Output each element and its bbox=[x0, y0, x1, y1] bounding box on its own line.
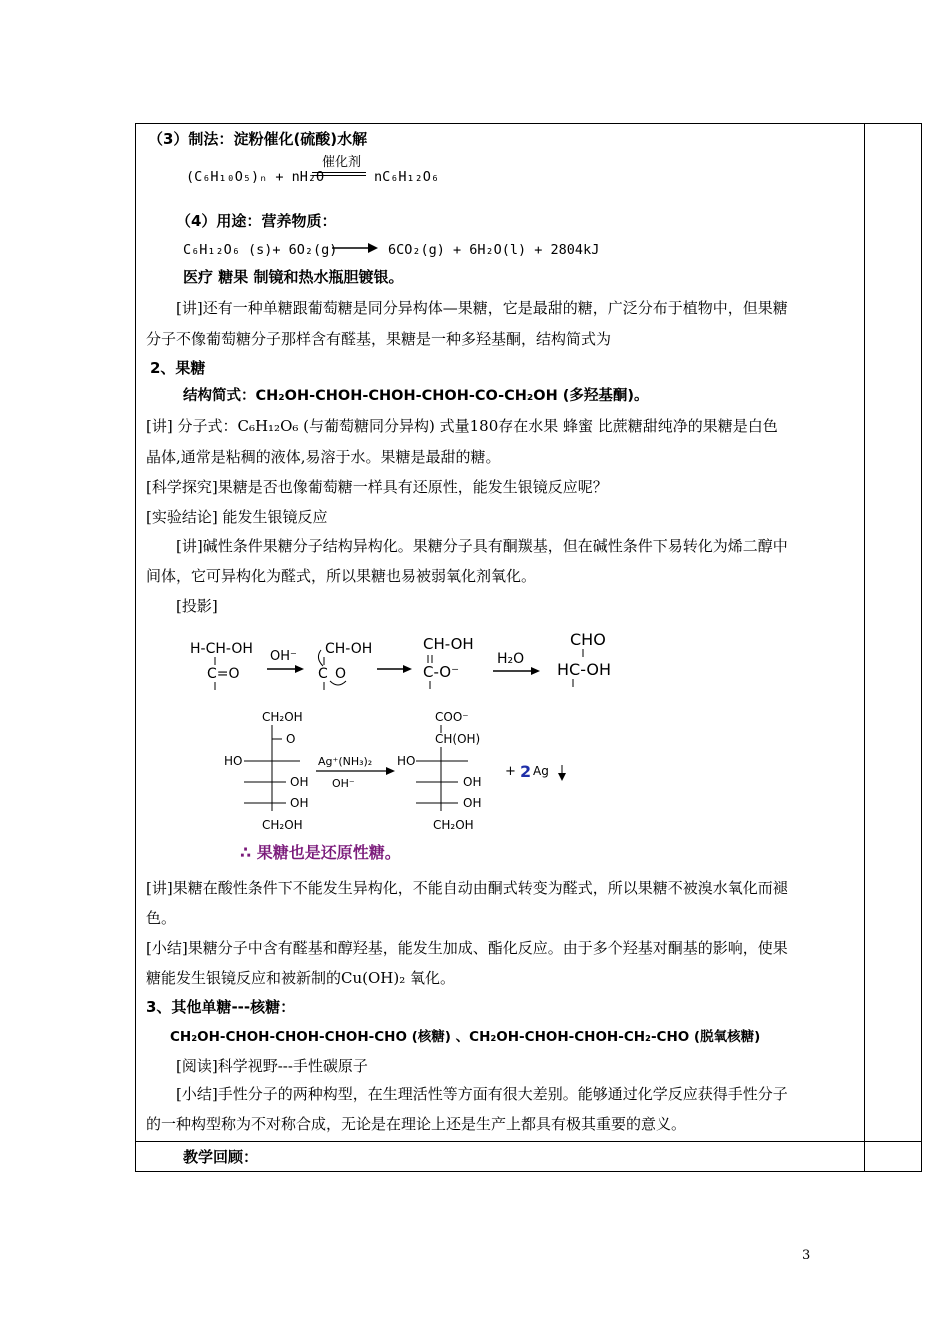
paragraph-lecture-3a: [讲]碱性条件果糖分子结构异构化。果糖分子具有酮羰基，但在碱性条件下易转化为烯二醇中 bbox=[176, 537, 788, 555]
heading-other-monosaccharides: 3、其他单糖---核糖： bbox=[146, 998, 296, 1016]
equation-oxidation-left: C₆H₁₂O₆ (s)+ 6O₂(g) bbox=[183, 242, 338, 258]
diagram-text: CH(OH) bbox=[435, 732, 481, 746]
paragraph-summary-2a: [小结]手性分子的两种构型，在生理活性等方面有很大差别。能够通过化学反应获得手性分子 bbox=[176, 1085, 788, 1103]
teaching-review-label: 教学回顾： bbox=[183, 1148, 259, 1166]
table-column-divider bbox=[864, 123, 865, 1172]
diagram-text: HC-OH bbox=[557, 660, 612, 679]
line-uses: （4）用途：营养物质： bbox=[176, 212, 337, 230]
equation-oxidation-right: 6CO₂(g) + 6H₂O(l) + 2804kJ bbox=[388, 242, 600, 258]
diagram-text: Ag⁺(NH₃)₂ bbox=[318, 755, 373, 768]
diagram-text: OH bbox=[463, 796, 482, 810]
paragraph-lecture-2b: 晶体,通常是粘稠的液体,易溶于水。果糖是最甜的糖。 bbox=[146, 448, 501, 466]
equation-hydrolysis-right: nC₆H₁₂O₆ bbox=[374, 169, 440, 185]
equals-arrow bbox=[312, 172, 366, 176]
diagram-text: H₂O bbox=[497, 651, 525, 667]
diagram-text: C=O bbox=[207, 666, 240, 682]
diagram-text: OH bbox=[290, 796, 309, 810]
diagram-text: CHO bbox=[570, 630, 606, 649]
diagram-text: OH bbox=[290, 775, 309, 789]
line-science-inquiry: [科学探究]果糖是否也像葡萄糖一样具有还原性，能发生银镜反应呢？ bbox=[146, 478, 608, 496]
paragraph-lecture-3b: 间体，它可异构化为醛式，所以果糖也易被弱氧化剂氧化。 bbox=[146, 567, 537, 585]
paragraph-lecture-4b: 色。 bbox=[146, 909, 177, 927]
diagram-text: OH⁻ bbox=[332, 777, 355, 790]
reaction-arrow bbox=[330, 241, 380, 255]
heading-fructose: 2、果糖 bbox=[150, 359, 206, 377]
diagram-text: CH₂OH bbox=[433, 818, 474, 832]
diagram-text: O bbox=[286, 732, 296, 746]
isomerization-diagram bbox=[185, 625, 645, 695]
line-reading: [阅读]科学视野---手性碳原子 bbox=[176, 1057, 368, 1075]
diagram-text: CH₂OH bbox=[262, 710, 303, 724]
paragraph-summary-2b: 的一种构型称为不对称合成，无论是在理论上还是生产上都具有极其重要的意义。 bbox=[146, 1115, 687, 1133]
paragraph-lecture-1a: [讲]还有一种单糖跟葡萄糖是同分异构体—果糖，它是最甜的糖，广泛分布于植物中，但果糖 bbox=[176, 299, 788, 317]
page-number: 3 bbox=[802, 1248, 811, 1263]
diagram-text: 2 bbox=[520, 762, 532, 781]
line-applications: 医疗 糖果 制镜和热水瓶胆镀银。 bbox=[183, 268, 404, 286]
silver-mirror-diagram bbox=[220, 703, 590, 838]
diagram-text: OH bbox=[463, 775, 482, 789]
diagram-text: OH⁻ bbox=[270, 649, 297, 664]
diagram-text: CH-OH bbox=[325, 641, 373, 657]
table-row-divider bbox=[135, 1141, 922, 1142]
diagram-text: C-O⁻ bbox=[423, 663, 460, 681]
line-projection: [投影] bbox=[176, 597, 218, 615]
equation-hydrolysis-left: (C₆H₁₀O₅)ₙ + nH₂O bbox=[186, 169, 325, 185]
diagram-text: HO bbox=[224, 754, 243, 768]
diagram-text: COO⁻ bbox=[435, 710, 469, 724]
diagram-text: Ag bbox=[533, 764, 549, 778]
conclusion-reducing-sugar: ∴ 果糖也是还原性糖。 bbox=[240, 843, 401, 862]
diagram-text: CH₂OH bbox=[262, 818, 303, 832]
line-fructose-structure: 结构简式：CH₂OH-CHOH-CHOH-CHOH-CO-CH₂OH (多羟基酮)。 bbox=[183, 388, 649, 404]
diagram-text: C bbox=[318, 666, 328, 682]
paragraph-lecture-1b: 分子不像葡萄糖分子那样含有醛基，果糖是一种多羟基酮，结构简式为 bbox=[146, 330, 612, 348]
paragraph-summary-1a: [小结]果糖分子中含有醛基和醇羟基，能发生加成、酯化反应。由于多个羟基对酮基的影响，使果 bbox=[146, 939, 788, 957]
line-ribose-structures: CH₂OH-CHOH-CHOH-CHOH-CHO (核糖) 、CH₂OH-CHOH-CHOH-CH₂-CHO (脱氧核糖) bbox=[170, 1029, 761, 1045]
paragraph-summary-1b: 糖能发生银镜反应和被新制的Cu(OH)₂ 氧化。 bbox=[146, 969, 456, 987]
line-experiment-conclusion: [实验结论] 能发生银镜反应 bbox=[146, 508, 328, 526]
diagram-text: CH-OH bbox=[423, 635, 474, 653]
paragraph-lecture-2a: [讲] 分子式：C₆H₁₂O₆ (与葡萄糖同分异构) 式量180存在水果 蜂蜜 比蔗糖甜纯净的果糖是白色 bbox=[146, 417, 778, 435]
line-preparation: （3）制法：淀粉催化(硫酸)水解 bbox=[148, 130, 368, 148]
catalyst-label: 催化剂 bbox=[322, 155, 362, 170]
svg-text:+: + bbox=[505, 764, 516, 779]
paragraph-lecture-4a: [讲]果糖在酸性条件下不能发生异构化，不能自动由酮式转变为醛式，所以果糖不被溴水氧化而褪 bbox=[146, 879, 788, 897]
diagram-text: H-CH-OH bbox=[190, 641, 253, 657]
diagram-text: HO bbox=[397, 754, 416, 768]
diagram-text: O bbox=[335, 666, 347, 682]
